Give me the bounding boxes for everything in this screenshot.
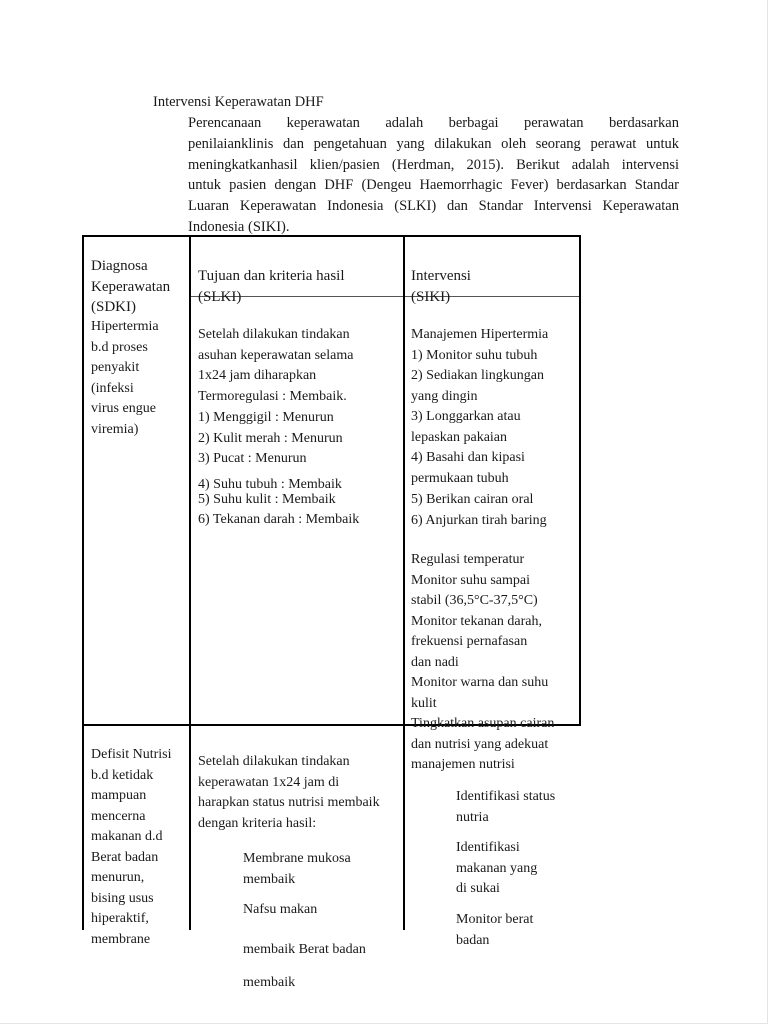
row1-intervensi-line: Monitor warna dan suhu [411, 675, 549, 690]
row2-diagnosa-line: membrane [91, 931, 151, 947]
row2-diagnosa [91, 745, 172, 950]
intro-line: untuk pasien dengan DHF (Dengeu Haemorrhagic Fever) berdasarkan Standar [188, 177, 679, 194]
row1-diagnosa [91, 317, 159, 440]
row1-intervensi-line: permukaan tubuh [411, 470, 509, 486]
row1-tujuan-line: 1x24 jam diharapkan [198, 368, 317, 383]
row2-tujuan-line: harapkan status nutrisi membaik [198, 795, 380, 810]
intro-line: Luaran Keperawatan Indonesia (SLKI) dan Standar Intervensi Keperawatan [188, 198, 679, 215]
row1-tujuan-item: 3) Pucat : Menurun [198, 451, 307, 466]
row1-intervensi-line: 2) Sediakan lingkungan [411, 368, 544, 383]
row2-diagnosa-line: Defisit Nutrisi [91, 747, 172, 762]
row1-tujuan-item: 1) Menggigil : Menurun [198, 410, 334, 425]
row1-tujuan-items-a [198, 408, 343, 470]
header-intervensi-line: Intervensi [411, 268, 471, 284]
header-diagnosa-line: Keperawatan [91, 278, 171, 295]
row2-diagnosa-line: makanan d.d [91, 829, 163, 844]
row1-tujuan-item: 5) Suhu kulit : Membaik [198, 492, 336, 507]
row2-tujuan-item [243, 900, 317, 921]
intro-line: meningkatkanhasil klien/pasien (Herdman, 2015). Berikut adalah intervensi [188, 156, 679, 173]
header-intervensi-line: (SIKI) [411, 288, 451, 305]
row2-tujuan-line: keperawatan 1x24 jam di [198, 774, 340, 790]
row1-intervensi-line: yang dingin [411, 388, 478, 404]
row2-intervensi-item-line: makanan yang [456, 860, 538, 876]
row2-tujuan-item [243, 933, 366, 999]
row1-intervensi-line: 5) Berikan cairan oral [411, 492, 534, 507]
row2-intervensi-item-line: badan [456, 932, 490, 948]
row2-intervensi-item-line: Identifikasi status [456, 789, 556, 804]
intro-line: Perencanaan keperawatan adalah berbagai perawatan berdasarkan [188, 115, 679, 131]
row2-intervensi-line: dan nutrisi yang adekuat [411, 736, 549, 752]
row1-intervensi-line: 6) Anjurkan tirah baring [411, 512, 547, 528]
header-tujuan-line: (SLKI) [198, 288, 242, 305]
row2-intervensi-item-line: di sukai [456, 881, 500, 896]
intro-line: penilaianklinis dan pengetahuan yang dilakukan oleh seorang perawat untuk [188, 135, 679, 152]
table-right-border [579, 236, 581, 726]
row1-tujuan-items-b [198, 477, 342, 507]
header-tujuan [198, 266, 345, 307]
row1-intervensi-line: 4) Basahi dan kipasi [411, 450, 525, 465]
row2-intervensi-item-line: nutria [456, 809, 489, 825]
intro-line: Indonesia (SIKI). [188, 218, 290, 235]
row2-diagnosa-line: hiperaktif, [91, 911, 149, 926]
row1-tujuan-item: 4) Suhu tubuh : Membaik [198, 477, 342, 492]
row2-tujuan-line: dengan kriteria hasil: [198, 815, 317, 831]
row2-intervensi-item-line: Identifikasi [456, 840, 520, 855]
header-tujuan-line: Tujuan dan kriteria hasil [198, 268, 345, 284]
row2-diagnosa-line: Berat badan [91, 849, 159, 865]
header-diagnosa [91, 256, 170, 318]
table-top-border [82, 235, 581, 237]
row2-diagnosa-line: mencerna [91, 808, 146, 824]
row1-intervensi-line: frekuensi pernafasan [411, 634, 528, 649]
row1-diagnosa-line: viremia) [91, 421, 139, 437]
row1-intervensi-line: kulit [411, 695, 437, 711]
row2-intervensi-item [456, 910, 533, 951]
row2-tujuan-item-line: membaik Berat badan [243, 942, 366, 957]
row1-diagnosa-line: Hipertermia [91, 319, 159, 334]
row1-tujuan-intro [198, 325, 353, 407]
row2-tujuan-item-line: Nafsu makan [243, 902, 318, 917]
row1-intervensi-line: lepaskan pakaian [411, 429, 508, 445]
row2-intervensi-line: Tingkatkan asupan cairan [411, 716, 555, 731]
row2-intervensi-line: manajemen nutrisi [411, 757, 515, 772]
row1-intervensi-line: Manajemen Hipertermia [411, 327, 549, 342]
row2-diagnosa-line: menurun, [91, 870, 145, 885]
row1-tujuan-item-6 [198, 510, 359, 531]
row1-tujuan-item: 2) Kulit merah : Menurun [198, 430, 343, 446]
row1-intervensi-line: Monitor tekanan darah, [411, 613, 543, 629]
row1-tujuan-line: Setelah dilakukan tindakan [198, 327, 350, 342]
row1-intervensi-line: 1) Monitor suhu tubuh [411, 347, 538, 363]
row2-tujuan-line: Setelah dilakukan tindakan [198, 754, 350, 769]
row1-intervensi-line: Regulasi temperatur [411, 552, 525, 567]
row2-tujuan-item-line: membaik [243, 871, 296, 887]
row2-intervensi-item [456, 838, 537, 900]
header-intervensi [411, 266, 471, 307]
row2-intervensi-item [456, 787, 555, 828]
row2-tujuan-intro [198, 752, 380, 834]
row2-diagnosa-line: b.d ketidak [91, 767, 154, 783]
row1-intervensi-line: 3) Longgarkan atau [411, 409, 521, 424]
row1-tujuan-line: asuhan keperawatan selama [198, 347, 354, 363]
row2-intervensi-item-line: Monitor berat [456, 912, 534, 927]
row2-diagnosa-line: mampuan [91, 788, 147, 803]
row1-intervensi-a [411, 325, 548, 489]
row1-diagnosa-line: b.d proses [91, 339, 148, 355]
header-diagnosa-line: Diagnosa [91, 258, 148, 274]
row1-intervensi-line: Monitor suhu sampai [411, 572, 530, 588]
row1-diagnosa-line: (infeksi [91, 380, 134, 396]
column-divider-2 [403, 236, 405, 930]
intro-paragraph [188, 113, 679, 238]
row2-intervensi-intro [411, 714, 554, 776]
row1-tujuan-line: Termoregulasi : Membaik. [198, 388, 347, 404]
row1-diagnosa-line: virus engue [91, 401, 156, 416]
column-divider-1 [189, 236, 191, 930]
row2-diagnosa-line: bising usus [91, 890, 154, 906]
row2-tujuan-item [243, 849, 351, 890]
row2-tujuan-item-line: membaik [243, 975, 296, 990]
table-left-border [82, 236, 84, 930]
row2-tujuan-item-line: Membrane mukosa [243, 851, 351, 866]
row1-diagnosa-line: penyakit [91, 360, 140, 375]
row1-intervensi-c [411, 550, 548, 714]
row1-tujuan-item: 6) Tekanan darah : Membaik [198, 512, 360, 527]
document-heading: Intervensi Keperawatan DHF [153, 94, 324, 110]
row1-intervensi-line: stabil (36,5°C-37,5°C) [411, 593, 538, 608]
row1-intervensi-b [411, 490, 547, 531]
header-diagnosa-line: (SDKI) [91, 299, 136, 315]
row1-intervensi-line: dan nadi [411, 654, 459, 670]
